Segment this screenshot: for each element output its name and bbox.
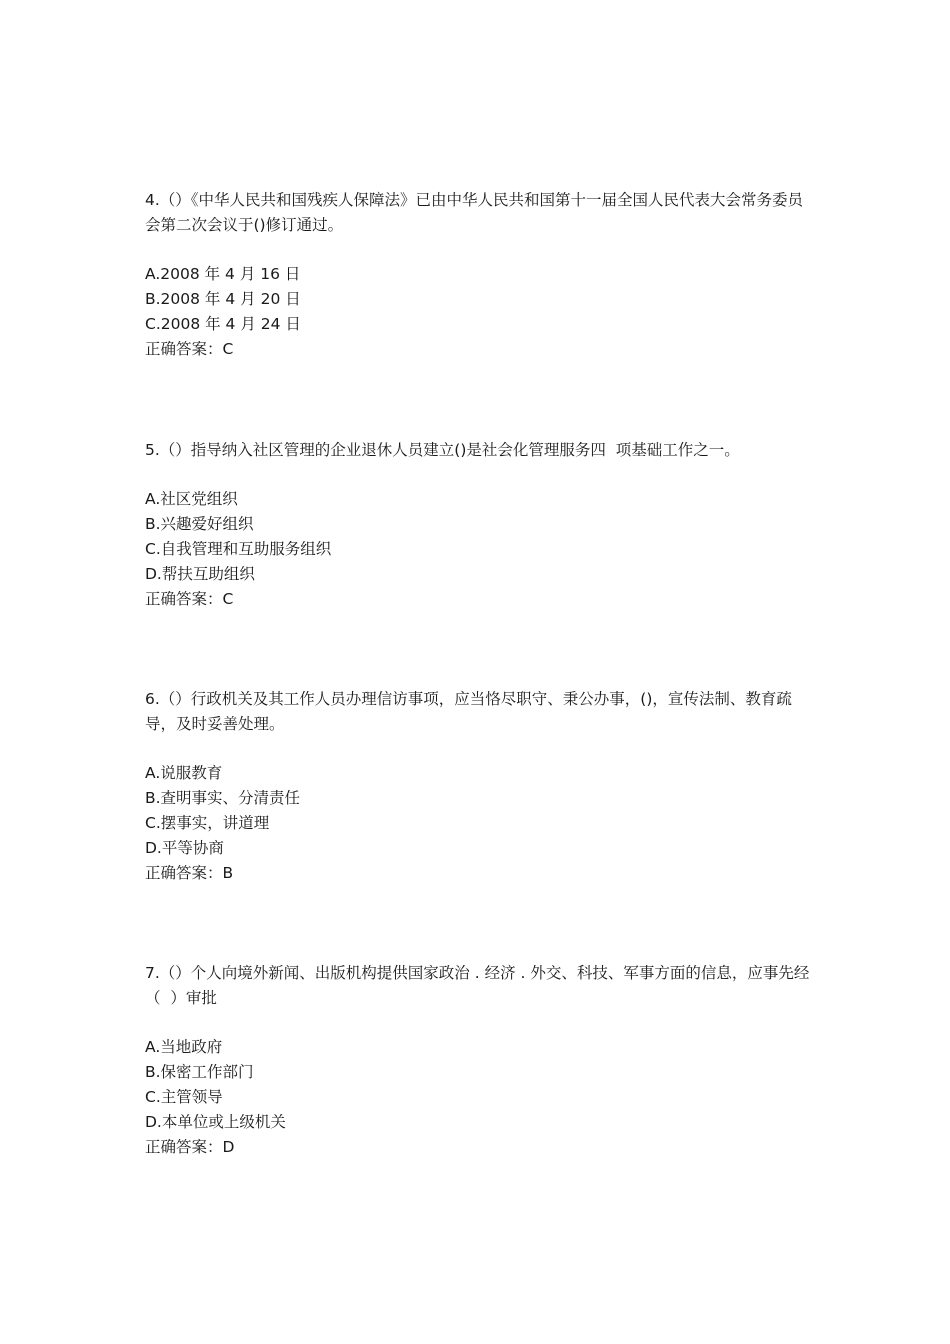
option-a: A.2008 年 4 月 16 日 xyxy=(145,265,301,283)
question-text: 4.（）《中华人民共和国残疾人保障法》已由中华人民共和国第十一届全国人民代表大会常务委员会第二次会议于()修订通过。 xyxy=(145,191,804,234)
answer-line: 正确答案：B xyxy=(145,864,234,882)
question-text: 7.（）个人向境外新闻、出版机构提供国家政治 . 经济 . 外交、科技、军事方面的信息，应事先经（ ）审批 xyxy=(145,964,810,1007)
options-list xyxy=(145,262,815,362)
option-b: B.兴趣爱好组织 xyxy=(145,515,254,533)
option-c: C.2008 年 4 月 24 日 xyxy=(145,315,301,333)
question-block xyxy=(145,961,815,1160)
option-b: B.2008 年 4 月 20 日 xyxy=(145,290,301,308)
option-c: C.摆事实，讲道理 xyxy=(145,814,270,832)
option-a: A.当地政府 xyxy=(145,1038,223,1056)
option-a: A.说服教育 xyxy=(145,764,223,782)
question-block xyxy=(145,438,815,612)
option-a: A.社区党组织 xyxy=(145,490,238,508)
options-list xyxy=(145,761,815,886)
question-text: 5.（）指导纳入社区管理的企业退休人员建立()是社会化管理服务四 项基础工作之一。 xyxy=(145,441,740,459)
question-block xyxy=(145,188,815,362)
option-c: C.自我管理和互助服务组织 xyxy=(145,540,332,558)
options-list xyxy=(145,487,815,612)
option-d: D.帮扶互助组织 xyxy=(145,565,255,583)
answer-line: 正确答案：C xyxy=(145,590,234,608)
answer-line: 正确答案：D xyxy=(145,1138,235,1156)
options-list xyxy=(145,1035,815,1160)
option-d: D.本单位或上级机关 xyxy=(145,1113,286,1131)
option-c: C.主管领导 xyxy=(145,1088,223,1106)
option-b: B.查明事实、分清责任 xyxy=(145,789,301,807)
option-d: D.平等协商 xyxy=(145,839,224,857)
option-b: B.保密工作部门 xyxy=(145,1063,254,1081)
question-text: 6.（）行政机关及其工作人员办理信访事项，应当恪尽职守、秉公办事，()，宣传法制、教育疏导，及时妥善处理。 xyxy=(145,690,792,733)
question-block xyxy=(145,687,815,886)
answer-line: 正确答案：C xyxy=(145,340,234,358)
